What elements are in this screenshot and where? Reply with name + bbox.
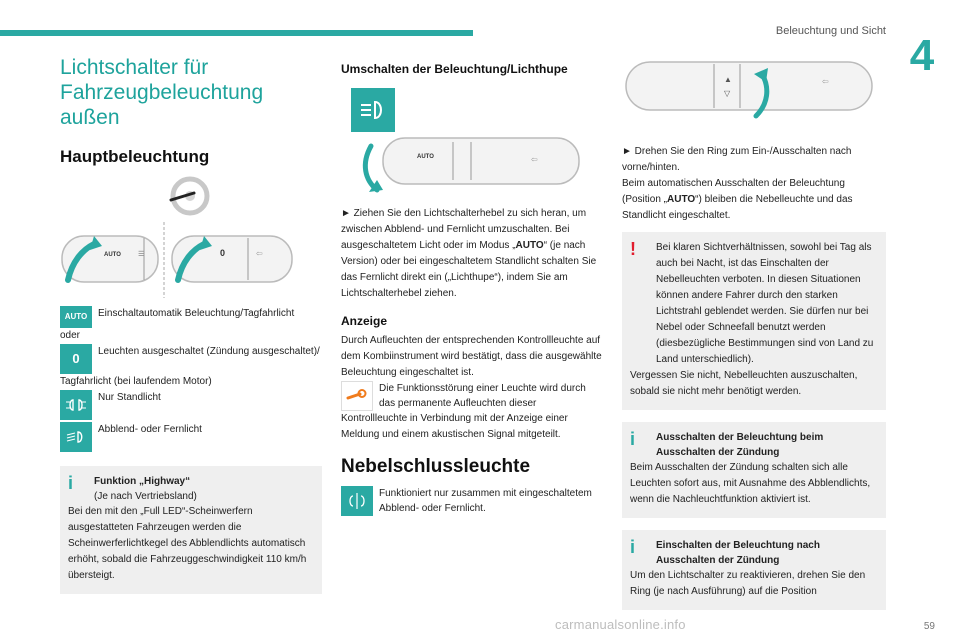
lever-icon: [622, 54, 886, 134]
parking-light-icon: [60, 390, 92, 420]
wrench-icon: [341, 381, 373, 411]
svg-text:▲: ▲: [724, 75, 732, 84]
column-right: [622, 52, 886, 610]
fog-row: [341, 486, 603, 516]
svg-text:☰: ☰: [138, 250, 145, 258]
instruction-text: ► Ziehen Sie den Lichtschalterhebel zu sich heran, um zwischen Abblend- und Fernlicht umzuschalten. Bei ausgeschaltetem Licht oder im Modus „AUTO“ (je nach Version) oder bei eingeschaltetem Standlicht schalten Sie das Fernlicht direkt ein („Lichthupe“), indem Sie am Lichtschalterhebel ziehen.: [341, 208, 597, 299]
instruction-b: Beim automatischen Ausschalten der Beleuchtung (Position „AUTO“) bleiben die Nebelleuchte und das Standlicht eingeschaltet.: [622, 178, 853, 221]
heading-display: Anzeige: [341, 314, 388, 328]
section-title: Beleuchtung und Sicht: [775, 25, 886, 37]
info-box-ignition-off: [622, 422, 886, 518]
info-icon: i: [630, 537, 636, 557]
watermark: carmanualsonline.info: [555, 616, 686, 632]
warning-icon: !: [630, 239, 636, 259]
fault-row: [341, 381, 603, 411]
auto-description: Einschaltautomatik Beleuchtung/Tagfahrlicht: [98, 307, 295, 319]
symbol-row-auto: [60, 306, 322, 328]
auto-icon: AUTO: [60, 306, 92, 328]
info2-title: Einschalten der Beleuchtung nach Ausschalten der Zündung: [656, 540, 820, 566]
heading-switching: Umschalten der Beleuchtung/Lichthupe: [341, 62, 568, 76]
warning-text2: Vergessen Sie nicht, Nebelleuchten auszuschalten, sobald sie nicht mehr benötigt werden.: [630, 370, 858, 397]
svg-text:▽: ▽: [724, 89, 731, 98]
chapter-number: 4: [909, 31, 935, 80]
column-middle: [341, 52, 603, 516]
symbol-row-zero: [60, 344, 322, 374]
column-left: [60, 52, 322, 594]
page-title-line1: Lichtschalter für: [60, 56, 209, 79]
info-box-highway: [60, 466, 322, 594]
lever-auto-label: AUTO: [417, 154, 434, 160]
lever-zero-label: 0: [220, 247, 226, 258]
steering-wheel-icon: [60, 174, 322, 218]
info1-title: Ausschalten der Beleuchtung beim Ausschalten der Zündung: [656, 432, 824, 458]
fog-text: Funktioniert nur zusammen mit eingeschaltetem Abblend- oder Fernlicht.: [379, 487, 592, 514]
symbol-row-dipped: [60, 422, 322, 452]
lever-icon-right: [172, 236, 292, 282]
svg-text:⇦: ⇦: [531, 155, 538, 164]
info-icon: i: [630, 429, 636, 449]
fog-light-icon: [341, 486, 373, 516]
instruction-a: ► Drehen Sie den Ring zum Ein-/Ausschalten nach vorne/hinten.: [622, 146, 852, 173]
page-number: 59: [923, 621, 935, 632]
warning-box: [622, 232, 886, 410]
lever-icon: [62, 236, 158, 282]
zero-icon: 0: [60, 344, 92, 374]
info2-body: Um den Lichtschalter zu reaktivieren, drehen Sie den Ring (je nach Ausführung) auf die Position: [630, 570, 866, 597]
lever-illustration-pair: [60, 222, 322, 298]
high-beam-icon: [351, 88, 395, 132]
display-text: Durch Aufleuchten der entsprechenden Kontrollleuchte auf dem Kombiinstrument wird bestätigt, dass die ausgewählte Beleuchtung eingeschaltet ist.: [341, 335, 602, 378]
info-icon: i: [68, 472, 74, 493]
page-title-line2: Fahrzeugbeleuchtung außen: [60, 80, 264, 129]
info-body: Bei den mit den „Full LED“-Scheinwerfern ausgestatteten Fahrzeugen werden die Scheinwerferlichtkegel des Abblendlichts automatisch erhöht, sobald die Fahrzeuggeschwindigkeit 110 km/h übersteigt.: [68, 505, 307, 581]
symbol-row-parking: [60, 390, 322, 420]
info1-body: Beim Ausschalten der Zündung schalten sich alle Leuchten sofort aus, mit Ausnahme des Abblendlichts, wenn die Nachleuchtfunktion aktiviert ist.: [630, 462, 871, 505]
dipped-beam-icon: [60, 422, 92, 452]
zero-description: Leuchten ausgeschaltet (Zündung ausgeschaltet)/: [98, 345, 320, 357]
svg-text:⇦: ⇦: [256, 248, 263, 258]
fault-text-a: Die Funktionsstörung einer Leuchte wird durch das permanente Aufleuchten dieser: [379, 383, 586, 409]
warning-text: Bei klaren Sichtverhältnissen, sowohl bei Tag als auch bei Nacht, ist das Einschalten der Nebelleuchten verboten. In diesen Situationen können andere Fahrer durch den starken Lichtstrahl geblendet werden. Sie dürfen nur bei Nebel oder Schneefall benutzt werden (diesbezügliche Bestimmungen sind von Land zu Land unterschiedlich).: [656, 242, 874, 365]
oder-text: oder: [60, 329, 81, 341]
header-accent-bar: [0, 30, 473, 36]
info-subtitle: (Je nach Vertriebsland): [94, 490, 197, 502]
parking-description: Nur Standlicht: [98, 391, 161, 403]
heading-fog: Nebelschlussleuchte: [341, 456, 531, 477]
heading-main-lighting: Hauptbeleuchtung: [60, 147, 210, 167]
lever-auto-label: AUTO: [104, 251, 121, 258]
info-title: Funktion „Highway“: [94, 475, 191, 487]
zero-description-cont: Tagfahrlicht (bei laufendem Motor): [60, 375, 212, 387]
lever-icon: [341, 134, 603, 198]
page-title: [60, 56, 322, 130]
fault-text-b: Kontrollleuchte in Verbindung mit der Anzeige einer Meldung und einem akustischen Signal mitgeteilt.: [341, 413, 568, 440]
info-box-ignition-reactivate: [622, 530, 886, 610]
svg-text:⇦: ⇦: [822, 77, 829, 86]
dipped-description: Abblend- oder Fernlicht: [98, 423, 202, 435]
